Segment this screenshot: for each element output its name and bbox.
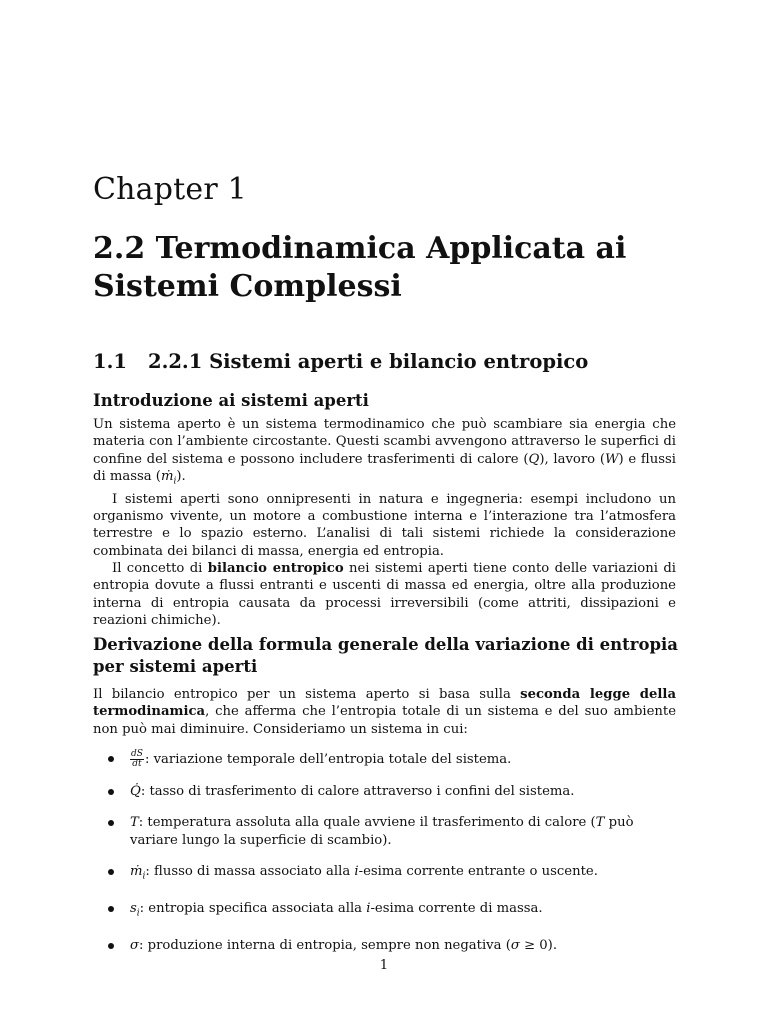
- subsection-heading-intro: Introduzione ai sistemi aperti: [93, 391, 369, 410]
- section-title: 2.2.1 Sistemi aperti e bilancio entropico: [148, 350, 589, 373]
- symbol-list: [93, 750, 683, 954]
- bullet-icon: [108, 820, 114, 826]
- bullet-icon: [108, 869, 114, 875]
- list-item: $\frac{dS}{dt}$ : variazione temporale dell’entropia totale del sistema.: [93, 750, 683, 769]
- section-heading: [93, 350, 588, 373]
- bullet-icon: [108, 943, 114, 949]
- intro-body: [93, 416, 676, 629]
- list-item: σ: produzione interna di entropia, sempre non negativa (σ ≥ 0).: [93, 937, 683, 954]
- bullet-icon: [108, 789, 114, 795]
- paragraph: Un sistema aperto è un sistema termodinamico che può scambiare sia energia che materia con l’ambiente circostante. Questi scambi avvengono attraverso le superfici di confine del sistema e possono includere trasferimenti di calore (Q), lavoro (W) e flussi di massa (ṁ$_i$).: [93, 417, 676, 487]
- bullet-icon: [108, 756, 114, 762]
- list-item: $s_i$: entropia specifica associata alla i-esima corrente di massa.: [93, 900, 683, 923]
- paragraph: Il bilancio entropico per un sistema aperto si basa sulla seconda legge della termodinamica, che afferma che l’entropia totale di un sistema e del suo ambiente non può mai diminuire. Consideriamo un sistema in cui:: [93, 687, 676, 737]
- list-item: T: temperatura assoluta alla quale avviene il trasferimento di calore (T può variare lungo la superficie di scambio).: [93, 814, 683, 849]
- chapter-title: 2.2 Termodinamica Applicata ai Sistemi Complessi: [93, 231, 627, 304]
- chapter-heading: Chapter 1: [93, 172, 247, 207]
- list-item: Q̇: tasso di trasferimento di calore attraverso i confini del sistema.: [93, 783, 683, 800]
- paragraph: Il concetto di bilancio entropico nei sistemi aperti tiene conto delle variazioni di entropia dovute a flussi entranti e uscenti di massa ed energia, oltre alla produzione interna di entropia causata da processi irreversibili (come attriti, dissipazioni e reazioni chimiche).: [93, 561, 676, 628]
- subsection-heading-derivation: Derivazione della formula generale della variazione di entropia per sistemi aperti: [93, 635, 678, 676]
- list-item: ṁ$_i$: flusso di massa associato alla i-esima corrente entrante o uscente.: [93, 863, 683, 886]
- section-number: 1.1: [93, 350, 127, 373]
- bullet-icon: [108, 906, 114, 912]
- page-number: 1: [379, 958, 389, 973]
- derivation-body: [93, 686, 676, 738]
- derivative-fraction: $\frac{dS}{dt}$: [131, 749, 143, 769]
- paragraph: I sistemi aperti sono onnipresenti in natura e ingegneria: esempi includono un organismo vivente, un motore a combustione interna e l’interazione tra l’atmosfera terrestre e lo spazio esterno. L’analisi di tali sistemi richiede la considerazione combinata dei bilanci di massa, energia ed entropia.: [93, 491, 676, 559]
